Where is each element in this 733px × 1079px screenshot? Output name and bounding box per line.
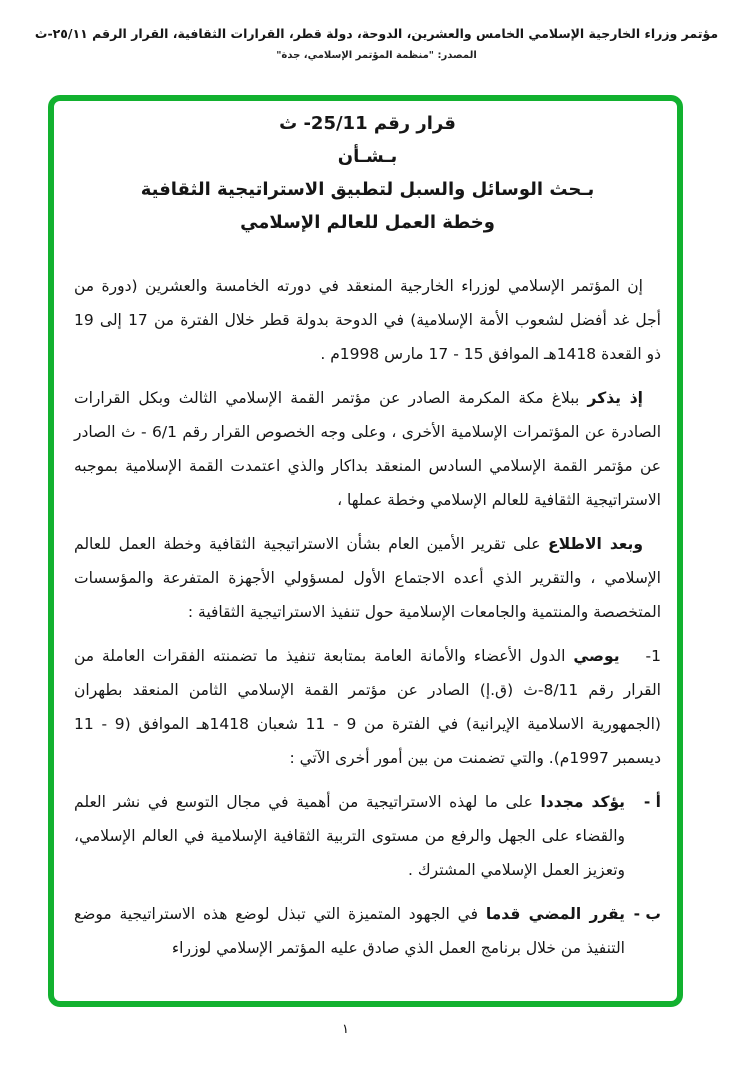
operative-item-1-marker: 1- — [645, 647, 661, 665]
header-publisher-line: المصدر: "منظمة المؤتمر الإسلامي، جدة" — [276, 50, 477, 61]
paragraph-recalling — [74, 381, 661, 517]
paragraph-preamble-text: إن المؤتمر الإسلامي لوزراء الخارجية المنعقد في دورته الخامسة والعشرين (دورة من أجل غد أفضل لشعوب الأمة الإسلامية) في الدوحة بدولة قطر خلال الفترة من 17 إلى 19 ذو القعدة 1418هـ الموافق 15 - 17 مارس 1998م . — [74, 277, 661, 363]
resolution-subject-line1: بـحث الوسائل والسبل لتطبيق الاستراتيجية الثقافية — [140, 179, 595, 200]
resolution-number-title: قرار رقم 25/11- ث — [279, 113, 456, 134]
sub-item-b-lead: يقرر المضي قدما — [485, 905, 625, 923]
paragraph-recalling-lead: إذ يذكر — [587, 389, 643, 407]
sub-item-a-marker: أ - — [643, 793, 661, 811]
paragraph-having-reviewed-text: على تقرير الأمين العام بشأن الاستراتيجية الثقافية وخطة العمل للعالم الإسلامي ، والتقرير الذي أعده الاجتماع الأول لمسؤولي الأجهزة المتفرعة والمؤسسات المتخصصة والمنتمية والجامعات الإسلامية حول تنفيذ الاستراتيجية الثقافية : — [74, 535, 661, 621]
sub-item-a-text: على ما لهذه الاستراتيجية من أهمية في مجال التوسع في نشر العلم والقضاء على الجهل والرفع من مستوى التربية الثقافية الإسلامية في العالم الإسلامي، وتعزيز العمل الإسلامي المشترك . — [74, 793, 625, 879]
sub-item-b-marker: ب - — [633, 905, 661, 923]
sub-item-a-lead: يؤكد مجددا — [540, 793, 626, 811]
resolution-subject-word: بـشـأن — [337, 146, 398, 167]
sub-item-b-body — [74, 897, 625, 965]
document-frame — [48, 95, 683, 1007]
document-content — [74, 107, 661, 965]
paragraph-having-reviewed-lead: وبعد الاطلاع — [548, 535, 643, 553]
sub-item-b-text: في الجهود المتميزة التي تبذل لوضع هذه الاستراتيجية موضع التنفيذ من خلال برنامج العمل الذي صادق عليه المؤتمر الإسلامي لوزراء — [74, 905, 625, 957]
paragraph-preamble — [74, 269, 661, 371]
paragraph-recalling-text: ببلاغ مكة المكرمة الصادر عن مؤتمر القمة الإسلامي الثالث وبكل القرارات الصادرة عن المؤتمرات الإسلامية الأخرى ، وعلى وجه الخصوص القرار رقم 6/1 - ث الصادر عن مؤتمر القمة الإسلامي السادس المنعقد بداكار والذي اعتمدت القمة الإسلامية بموجبه الاستراتيجية الثقافية للعالم الإسلامي وخطة عملها ، — [74, 389, 662, 509]
document-header — [28, 25, 725, 61]
operative-item-1-text: الدول الأعضاء والأمانة العامة بمتابعة تنفيذ ما تضمنته الفقرات العاملة من القرار رقم 8/11-ث (ق.إ) الصادر عن مؤتمر القمة الإسلامي الثامن المنعقد بطهران (الجمهورية الاسلامية الإيرانية) في الفترة من 9 - 11 شعبان 1418هـ الموافق (9 - 11 ديسمبر 1997م). والتي تضمنت من بين أمور أخرى الآتي : — [74, 647, 661, 767]
resolution-subject-line2: وخطة العمل للعالم الإسلامي — [240, 212, 495, 233]
sub-item-a-body — [74, 785, 625, 887]
page-number: ١ — [342, 1022, 349, 1037]
header-source-line: مؤتمر وزراء الخارجية الإسلامي الخامس والعشرين، الدوحة، دولة قطر، القرارات الثقافية، القرار الرقم ٢٥/١١-ث — [34, 26, 719, 41]
resolution-title-block — [74, 107, 661, 239]
sub-item-a — [74, 785, 661, 887]
paragraph-having-reviewed — [74, 527, 661, 629]
operative-item-1 — [74, 639, 661, 775]
operative-item-1-lead: يوصي — [573, 647, 620, 665]
sub-item-b — [74, 897, 661, 965]
